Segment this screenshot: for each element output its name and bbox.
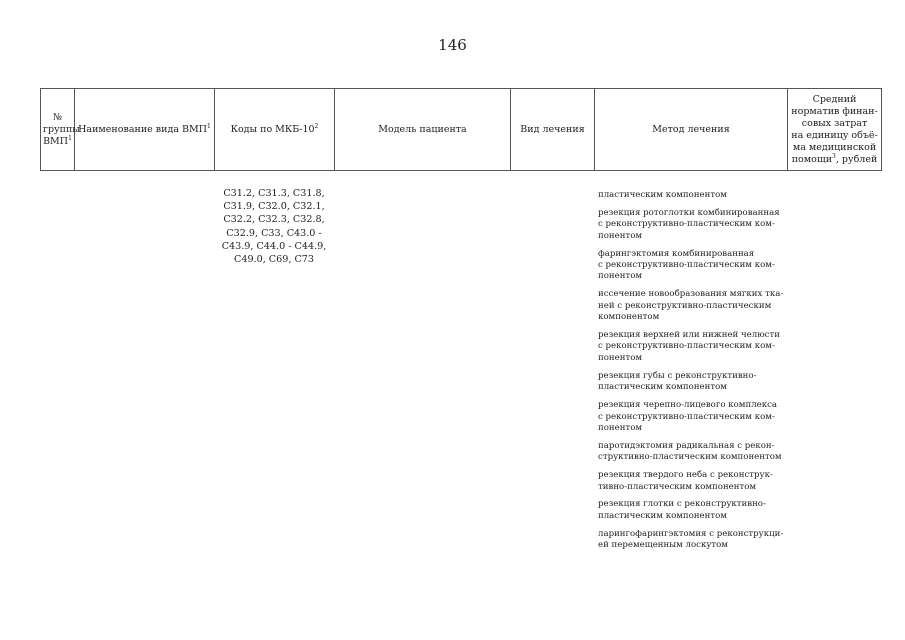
icd-codes-line: C31.2, C31.3, C31.8,	[223, 188, 325, 199]
icd-codes-line: C31.9, C32.0, C32.1,	[223, 201, 325, 213]
treatment-method-item: паротидэктомия радикальная с рекон- структивно-пластическим компонентом	[598, 440, 782, 463]
header-average-cost: Средний норматив финан- совых затрат на единицу объё- ма медицинской помощи$^3$, рублей	[788, 89, 882, 171]
treatment-method-item: иссечение новообразования мягких тка- ней с реконструктивно-пластическим компонентом	[598, 289, 784, 323]
page-number: 146	[438, 36, 467, 54]
header-icd-codes: Коды по МКБ-$10^2$	[215, 89, 335, 171]
treatment-method-item: ларингофарингэктомия с реконструкци- ей перемещенным лоскутом	[598, 528, 784, 551]
treatment-method-item: резекция твердого неба с реконструк- тивно-пластическим компонентом	[598, 470, 773, 492]
header-treatment-method: Метод лечения	[595, 89, 788, 171]
treatment-method-item: резекция губы с реконструктивно- пластическим компонентом	[598, 370, 757, 393]
treatment-method-item: фарингэктомия комбинированная с реконструктивно-пластическим ком- понентом	[598, 248, 775, 282]
header-patient-model: Модель пациента	[335, 89, 511, 171]
treatment-method-item: резекция глотки с реконструктивно- пластическим компонентом	[598, 499, 766, 521]
header-group-number: № группы ВМП$^1$	[41, 89, 75, 171]
table-header	[40, 88, 882, 171]
icd-codes-line: C32.9, C33, C43.0 -	[226, 227, 322, 239]
treatment-method-item: резекция ротоглотки комбинированная с реконструктивно-пластическим ком- понентом	[598, 207, 780, 241]
icd-codes-cell	[214, 187, 334, 266]
icd-codes-line: C32.2, C32.3, C32.8,	[223, 214, 325, 226]
header-vmp-name: Наименование вида ВМП$^1$	[75, 89, 215, 171]
treatment-method-item: резекция черепно-лицевого комплекса с реконструктивно-пластическим ком- понентом	[598, 400, 778, 433]
treatment-method-item: резекция верхней или нижней челюсти с реконструктивно-пластическим ком- понентом	[598, 330, 780, 363]
icd-codes-line: C43.9, C44.0 - C44.9,	[221, 240, 327, 252]
treatment-method-item: пластическим компонентом	[598, 190, 727, 200]
icd-codes-line: C49.0, C69, C73	[234, 254, 314, 266]
treatment-methods-list	[598, 190, 798, 558]
header-treatment-type: Вид лечения	[511, 89, 595, 171]
